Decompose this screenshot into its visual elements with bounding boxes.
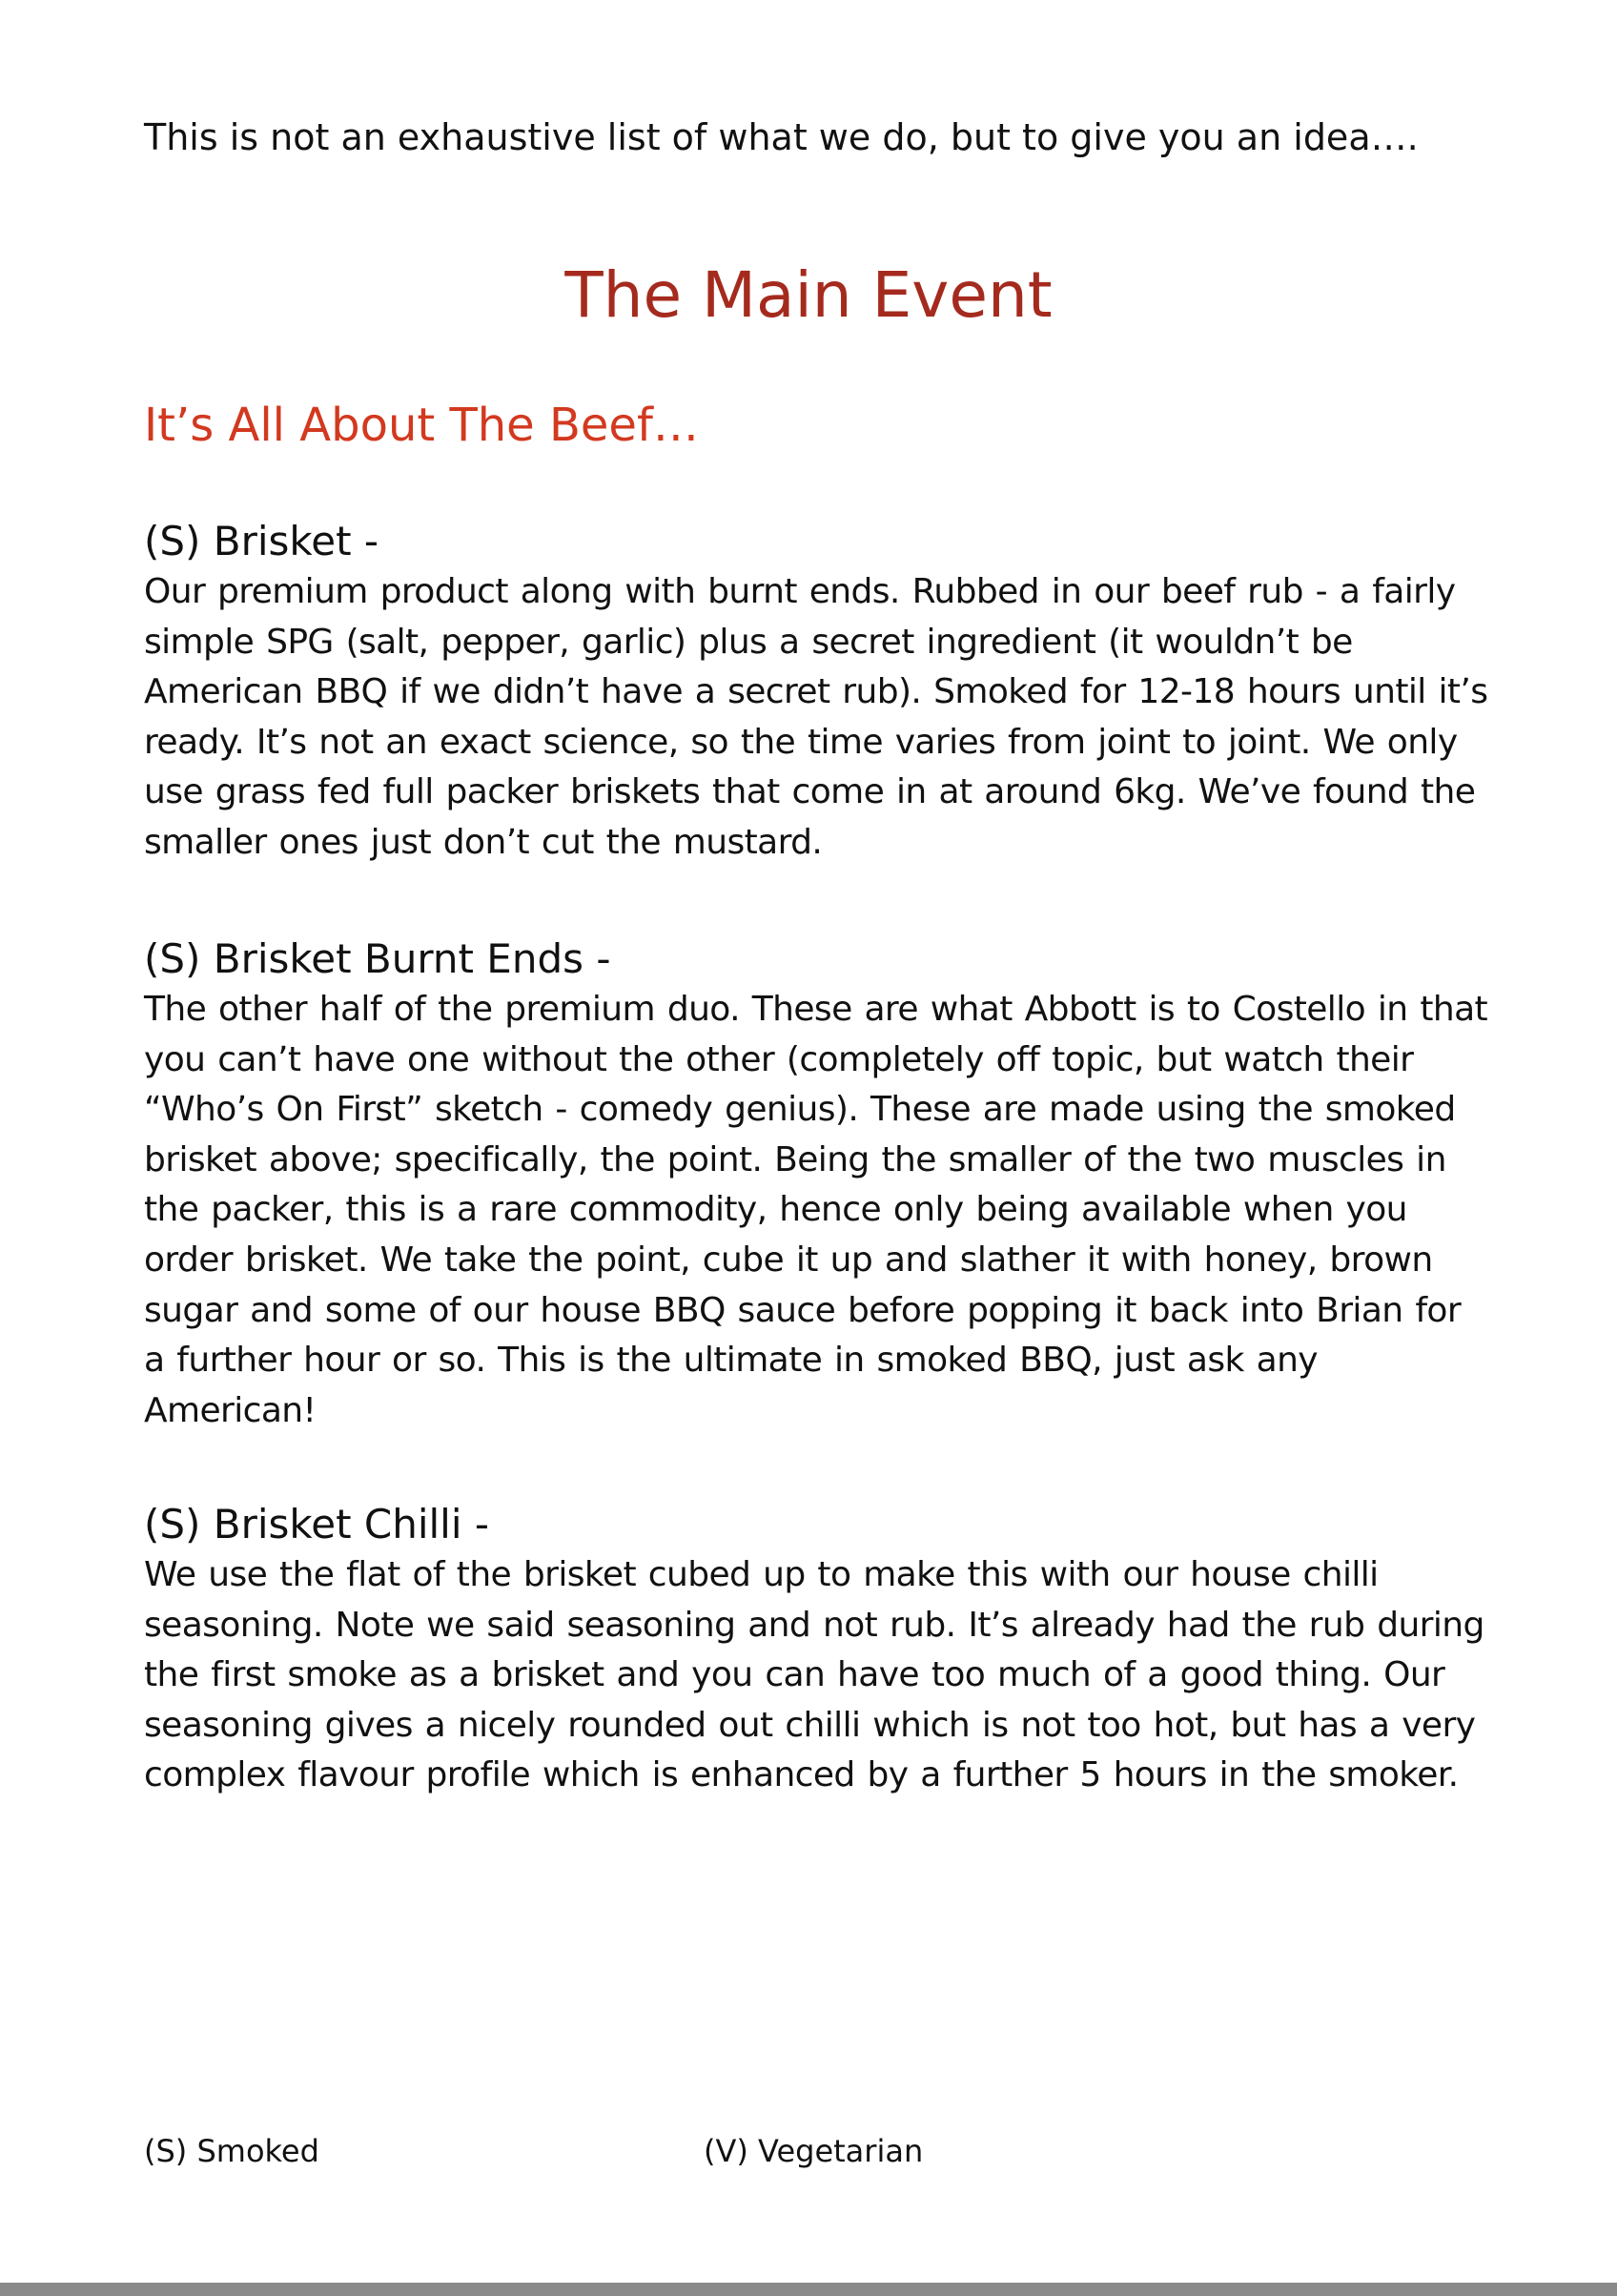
menu-item-title: (S) Brisket - bbox=[144, 518, 379, 564]
menu-item-brisket bbox=[144, 516, 1488, 869]
page-bottom-divider bbox=[0, 2283, 1617, 2296]
menu-item-description: Our premium product along with burnt ends. Rubbed in our beef rub - a fairly simple SPG (salt, pepper, garlic) plus a secret ingredient (it wouldn’t be American BBQ if we didn’t have a secret rub). Smoked for 12-18 hours until it’s ready. It’s not an exact science, so the time varies from joint to joint. We only use grass fed full packer briskets that come in at around 6kg. We’ve found the smaller ones just don’t cut the mustard. bbox=[144, 572, 1488, 862]
page-title: The Main Event bbox=[564, 258, 1053, 332]
section-title: It’s All About The Beef… bbox=[144, 399, 699, 452]
menu-item-description: We use the flat of the brisket cubed up to make this with our house chilli seasoning. Note we said seasoning and not rub. It’s already had the rub during the first smoke as a brisket and you can have too much of a good thing. Our seasoning gives a nicely rounded out chilli which is not too hot, but has a very complex flavour profile which is enhanced by a further 5 hours in the smoker. bbox=[144, 1555, 1484, 1795]
legend-vegetarian: (V) Vegetarian bbox=[704, 2133, 924, 2169]
menu-item-title: (S) Brisket Burnt Ends - bbox=[144, 935, 611, 982]
menu-item-description: The other half of the premium duo. These are what Abbott is to Costello in that you can’t have one without the other (completely off topic, but watch their “Who’s On First” sketch - comedy genius). These are made using the smoked brisket above; specifically, the point. Being the smaller of the two muscles in the packer, this is a rare commodity, hence only being available when you order brisket. We take the point, cube it up and slather it with honey, brown sugar and some of our house BBQ sauce before popping it back into Brian for a further hour or so. This is the ultimate in smoked BBQ, just ask any American! bbox=[144, 990, 1488, 1430]
legend-smoked: (S) Smoked bbox=[144, 2133, 319, 2169]
menu-item-brisket-burnt-ends bbox=[144, 933, 1488, 1436]
menu-item-brisket-chilli bbox=[144, 1499, 1488, 1801]
intro-text: This is not an exhaustive list of what we do, but to give you an idea…. bbox=[144, 116, 1419, 158]
menu-item-title: (S) Brisket Chilli - bbox=[144, 1501, 490, 1548]
